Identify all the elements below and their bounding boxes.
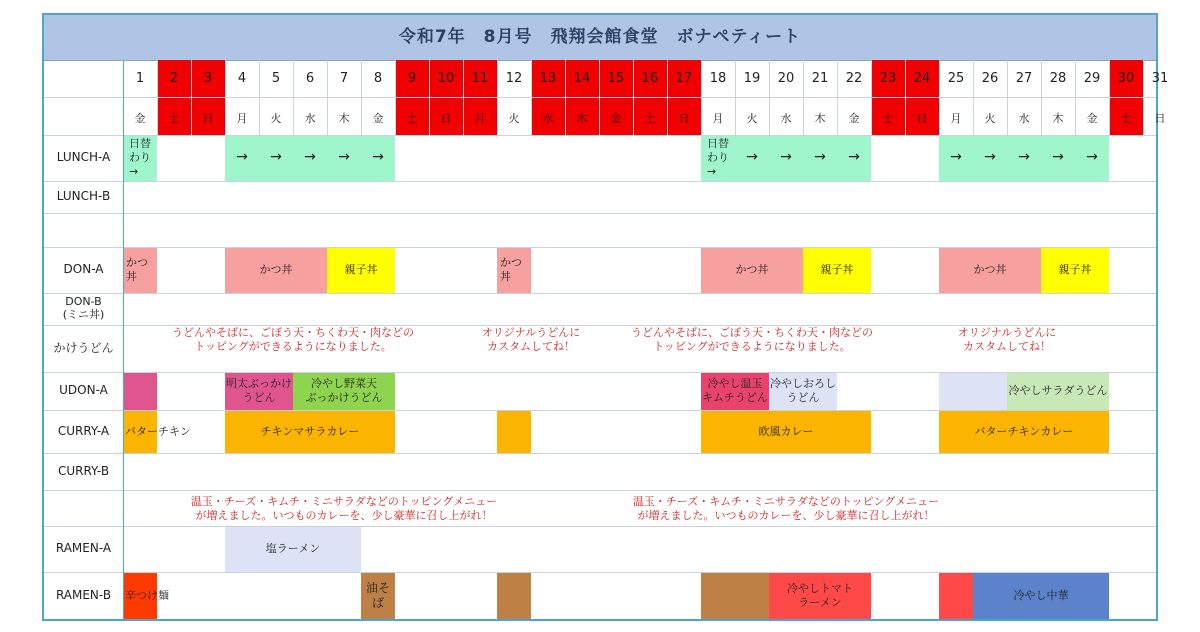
day-number: 6 <box>305 71 315 86</box>
ramen-b-abura: 油そば <box>361 572 395 619</box>
grid-vline <box>429 60 430 135</box>
kake-udon-note-3: うどんやそばに、ごぼう天・ちくわ天・肉などの トッピングができるようになりました。 <box>631 326 873 353</box>
day-number: 11 <box>471 71 489 86</box>
weekday-label: 月 <box>236 112 248 125</box>
day-number: 21 <box>811 71 829 86</box>
lunch-arrow: → <box>848 149 860 165</box>
row-label-lunch-a: LUNCH-A <box>56 150 111 165</box>
grid-vline <box>361 60 362 135</box>
day-number: 18 <box>709 71 727 86</box>
weekday-label: 木 <box>576 112 588 125</box>
grid-vline <box>259 60 260 135</box>
row-label-don-a: DON-A <box>63 262 104 277</box>
grid-hline <box>44 572 1156 573</box>
weekday-label: 金 <box>610 112 622 125</box>
grid-hline <box>44 526 1156 527</box>
day-number: 22 <box>845 71 863 86</box>
lunch-arrow: → <box>270 149 282 165</box>
grid-hline <box>44 213 1156 214</box>
day-number: 28 <box>1049 71 1067 86</box>
ramen-a-shio: 塩ラーメン <box>225 526 361 572</box>
curry-a-butter-chicken-curry: バターチキンカレー <box>939 410 1109 453</box>
grid-hline <box>44 293 1156 294</box>
ramen-b-w5-red <box>939 572 973 619</box>
curry-a-butter-chicken-label: バターチキン <box>125 424 191 438</box>
grid-hline <box>44 453 1156 454</box>
row-label-lunch-b: LUNCH-B <box>56 189 111 204</box>
grid-vline <box>667 60 668 135</box>
grid-vline <box>939 60 940 135</box>
day-number: 20 <box>777 71 795 86</box>
lunch-arrow: → <box>984 149 996 165</box>
weekday-label: 水 <box>542 112 554 125</box>
weekday-label: 日 <box>440 112 452 125</box>
don-a-oyakodon-w5: 親子丼 <box>1041 247 1109 293</box>
udon-a-hiyashi-oroshi: 冷やしおろし うどん <box>769 372 837 410</box>
day-number: 27 <box>1015 71 1033 86</box>
day-number: 15 <box>607 71 625 86</box>
grid-hline <box>44 410 1156 411</box>
day-number: 17 <box>675 71 693 86</box>
weekday-label: 火 <box>746 112 758 125</box>
day-number: 16 <box>641 71 659 86</box>
day-number: 5 <box>271 71 281 86</box>
grid-vline <box>1109 60 1110 135</box>
grid-vline <box>973 60 974 135</box>
day-number: 7 <box>339 71 349 86</box>
ramen-b-karatsuke-label: 辛つけ麺 <box>125 588 169 602</box>
ramen-b-day12 <box>497 572 531 619</box>
kake-udon-note-4: オリジナルうどんに カスタムしてね！ <box>957 326 1057 353</box>
grid-vline <box>293 60 294 135</box>
udon-a-day1 <box>123 372 157 410</box>
weekday-label: 水 <box>1018 112 1030 125</box>
day-number: 23 <box>879 71 897 86</box>
grid-vline <box>769 60 770 135</box>
lunch-arrow: → <box>338 149 350 165</box>
lunch-arrow: → <box>746 149 758 165</box>
row-label-curry-b: CURRY-B <box>57 463 110 478</box>
grid-vline <box>327 60 328 135</box>
weekday-label: 火 <box>270 112 282 125</box>
lunch-arrow: → <box>814 149 826 165</box>
grid-vline <box>497 60 498 135</box>
grid-hline <box>44 97 1156 98</box>
grid-vline <box>633 60 634 135</box>
lunch-arrow: → <box>1052 149 1064 165</box>
weekday-label: 火 <box>984 112 996 125</box>
ramen-b-w4-brown <box>701 572 769 619</box>
grid-vline <box>837 60 838 135</box>
day-number: 1 <box>135 71 145 86</box>
row-label-ramen-a: RAMEN-A <box>55 541 112 556</box>
grid-hline <box>44 181 1156 182</box>
weekday-label: 月 <box>712 112 724 125</box>
grid-vline <box>803 60 804 135</box>
grid-vline <box>701 60 702 135</box>
curry-a-chicken-masala: チキンマサラカレー <box>225 410 395 453</box>
grid-vline <box>463 60 464 135</box>
day-number: 25 <box>947 71 965 86</box>
don-a-katsu-1: かつ 丼 <box>123 247 157 293</box>
weekday-label: 木 <box>814 112 826 125</box>
day-number: 12 <box>505 71 523 86</box>
grid-vline <box>157 60 158 135</box>
grid-vline <box>599 60 600 135</box>
grid-hline <box>44 247 1156 248</box>
lunch-arrow: → <box>1018 149 1030 165</box>
day-number: 14 <box>573 71 591 86</box>
lunch-arrow: → <box>236 149 248 165</box>
curry-note-1: 温玉・チーズ・キムチ・ミニサラダなどのトッピングメニュー が増えました。いつものカレーを、少し豪華に召し上がれ！ <box>190 495 498 522</box>
weekday-label: 木 <box>1052 112 1064 125</box>
weekday-label: 日 <box>678 112 690 125</box>
weekday-label: 土 <box>406 112 418 125</box>
weekday-label: 水 <box>780 112 792 125</box>
don-a-katsudon-w5: かつ丼 <box>939 247 1041 293</box>
don-a-katsudon-w2: かつ丼 <box>225 247 327 293</box>
weekday-label: 金 <box>1086 112 1098 125</box>
udon-a-hiyashi-salad: 冷やしサラダうどん <box>1007 372 1109 410</box>
day-number: 31 <box>1151 71 1169 86</box>
ramen-b-hiyashi-chuka: 冷やし中華 <box>973 572 1109 619</box>
day-number: 19 <box>743 71 761 86</box>
grid-hline <box>44 135 1156 136</box>
menu-calendar-grid <box>44 60 1169 619</box>
weekday-label: 金 <box>848 112 860 125</box>
grid-hline <box>44 490 1156 491</box>
don-a-oyakodon-w4: 親子丼 <box>803 247 871 293</box>
curry-note-2: 温玉・チーズ・キムチ・ミニサラダなどのトッピングメニュー が増えました。いつものカレーを、少し豪華に召し上がれ！ <box>632 495 940 522</box>
grid-vline <box>871 60 872 135</box>
weekday-label: 月 <box>950 112 962 125</box>
day-number: 2 <box>169 71 179 86</box>
curry-a-day12 <box>497 410 531 453</box>
day-number: 9 <box>407 71 417 86</box>
day-number: 8 <box>373 71 383 86</box>
weekday-label: 土 <box>644 112 656 125</box>
lunch-arrow: → <box>950 149 962 165</box>
grid-vline <box>191 60 192 135</box>
weekday-label: 月 <box>474 112 486 125</box>
weekday-label: 木 <box>338 112 350 125</box>
lunch-a-higawari-1: 日替 わり → <box>123 135 157 181</box>
weekday-label: 金 <box>372 112 384 125</box>
weekday-label: 土 <box>1120 112 1132 125</box>
lunch-arrow: → <box>1086 149 1098 165</box>
weekday-label: 水 <box>304 112 316 125</box>
weekday-label: 火 <box>508 112 520 125</box>
weekday-label: 土 <box>882 112 894 125</box>
grid-vline <box>735 60 736 135</box>
grid-vline <box>565 60 566 135</box>
grid-vline <box>1075 60 1076 135</box>
page-title: 令和7年 8月号 飛翔会館食堂 ボナペティート <box>44 15 1156 61</box>
day-number: 10 <box>437 71 455 86</box>
grid-hline <box>44 372 1156 373</box>
grid-vline <box>905 60 906 135</box>
udon-a-hiyashi-ontama: 冷やし温玉 キムチうどん <box>701 372 769 410</box>
row-label-don-b: DON-B (ミニ丼) <box>62 295 105 321</box>
day-number: 30 <box>1117 71 1135 86</box>
day-number: 26 <box>981 71 999 86</box>
row-label-ramen-b: RAMEN-B <box>55 587 112 602</box>
weekday-label: 土 <box>168 112 180 125</box>
grid-vline <box>395 60 396 135</box>
lunch-arrow: → <box>304 149 316 165</box>
row-label-kake-udon: かけうどん <box>53 340 114 355</box>
lunch-arrow: → <box>780 149 792 165</box>
udon-a-mentai: 明太ぶっかけ うどん <box>225 372 293 410</box>
kake-udon-note-2: オリジナルうどんに カスタムしてね！ <box>481 326 581 353</box>
day-number: 13 <box>539 71 557 86</box>
weekday-label: 日 <box>202 112 214 125</box>
don-a-katsu-12: かつ 丼 <box>497 247 531 293</box>
day-number: 4 <box>237 71 247 86</box>
day-number: 3 <box>203 71 213 86</box>
weekday-label: 日 <box>1154 112 1166 125</box>
lunch-arrow: → <box>372 149 384 165</box>
don-a-oyakodon-w2: 親子丼 <box>327 247 395 293</box>
row-label-curry-a: CURRY-A <box>57 423 110 438</box>
grid-label-divider <box>123 60 124 619</box>
weekday-label: 日 <box>916 112 928 125</box>
row-label-udon-a: UDON-A <box>59 383 108 398</box>
day-number: 24 <box>913 71 931 86</box>
grid-vline <box>531 60 532 135</box>
lunch-a-higawari-18-label: 日替 わり → <box>707 137 729 178</box>
weekday-label: 金 <box>134 112 146 125</box>
ramen-b-hiyashi-tomato: 冷やしトマト ラーメン <box>769 572 871 619</box>
day-number: 29 <box>1083 71 1101 86</box>
grid-vline <box>1007 60 1008 135</box>
grid-vline <box>225 60 226 135</box>
curry-a-oufu: 欧風カレー <box>701 410 871 453</box>
udon-a-hiyashi-yasai: 冷やし野菜天 ぶっかけうどん <box>293 372 395 410</box>
grid-vline <box>1143 60 1144 135</box>
don-a-katsudon-w4: かつ丼 <box>701 247 803 293</box>
grid-vline <box>1041 60 1042 135</box>
grid-hline <box>44 325 1156 326</box>
kake-udon-note-1: うどんやそばに、ごぼう天・ちくわ天・肉などの トッピングができるようになりました。 <box>172 326 414 353</box>
udon-a-oroshi-w5 <box>939 372 1007 410</box>
